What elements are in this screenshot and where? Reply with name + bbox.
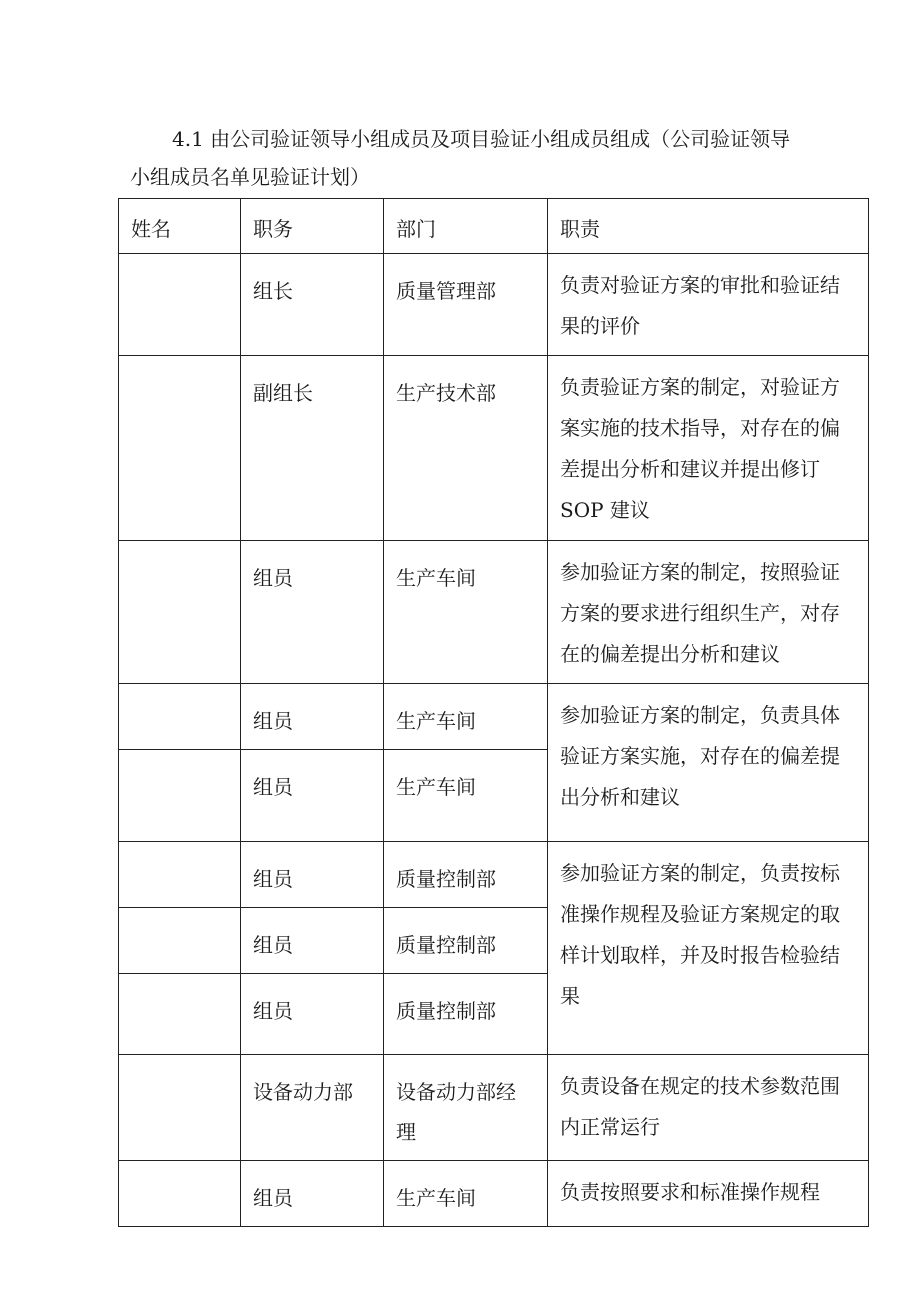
cell-role: 组员: [241, 684, 384, 750]
cell-name: [119, 1161, 241, 1227]
cell-dept: 设备动力部经理: [384, 1055, 548, 1161]
cell-role: 组长: [241, 254, 384, 356]
intro-paragraph: [130, 120, 850, 196]
header-role: 职务: [241, 199, 384, 254]
intro-line-1: 4.1 由公司验证领导小组成员及项目验证小组成员组成（公司验证领导: [172, 127, 791, 151]
table-header-row: [119, 199, 869, 254]
table-row: [119, 842, 869, 908]
cell-name: [119, 684, 241, 750]
cell-dept: 生产技术部: [384, 356, 548, 541]
cell-duty: 参加验证方案的制定，按照验证方案的要求进行组织生产，对存在的偏差提出分析和建议: [548, 541, 869, 684]
cell-dept: 生产车间: [384, 541, 548, 684]
header-dept: 部门: [384, 199, 548, 254]
cell-dept: 生产车间: [384, 684, 548, 750]
cell-dept: 质量控制部: [384, 974, 548, 1055]
cell-name: [119, 1055, 241, 1161]
cell-role: 副组长: [241, 356, 384, 541]
table-row: [119, 1161, 869, 1227]
cell-role: 组员: [241, 908, 384, 974]
cell-name: [119, 541, 241, 684]
table-row: [119, 356, 869, 541]
cell-dept: 质量管理部: [384, 254, 548, 356]
header-duty: 职责: [548, 199, 869, 254]
cell-name: [119, 750, 241, 842]
cell-role: 组员: [241, 842, 384, 908]
header-name: 姓名: [119, 199, 241, 254]
table-row: [119, 684, 869, 750]
cell-role: 组员: [241, 750, 384, 842]
table-row: [119, 541, 869, 684]
cell-duty: 参加验证方案的制定，负责按标准操作规程及验证方案规定的取样计划取样，并及时报告检验结果: [548, 842, 869, 1055]
cell-name: [119, 908, 241, 974]
cell-name: [119, 842, 241, 908]
cell-name: [119, 356, 241, 541]
cell-dept: 生产车间: [384, 750, 548, 842]
cell-duty: 负责验证方案的制定，对验证方案实施的技术指导，对存在的偏差提出分析和建议并提出修订 SOP 建议: [548, 356, 869, 541]
cell-role: 组员: [241, 1161, 384, 1227]
table-row: [119, 1055, 869, 1161]
cell-duty: 负责对验证方案的审批和验证结果的评价: [548, 254, 869, 356]
cell-duty: 参加验证方案的制定，负责具体验证方案实施，对存在的偏差提出分析和建议: [548, 684, 869, 842]
cell-dept: 质量控制部: [384, 908, 548, 974]
intro-line-2: 小组成员名单见验证计划）: [130, 165, 370, 189]
cell-name: [119, 974, 241, 1055]
cell-dept: 生产车间: [384, 1161, 548, 1227]
cell-dept: 质量控制部: [384, 842, 548, 908]
table-row: [119, 254, 869, 356]
cell-role: 设备动力部: [241, 1055, 384, 1161]
cell-name: [119, 254, 241, 356]
cell-role: 组员: [241, 541, 384, 684]
cell-duty: 负责设备在规定的技术参数范围内正常运行: [548, 1055, 869, 1161]
cell-duty: 负责按照要求和标准操作规程: [548, 1161, 869, 1227]
cell-role: 组员: [241, 974, 384, 1055]
team-roster-table: [118, 198, 869, 1227]
